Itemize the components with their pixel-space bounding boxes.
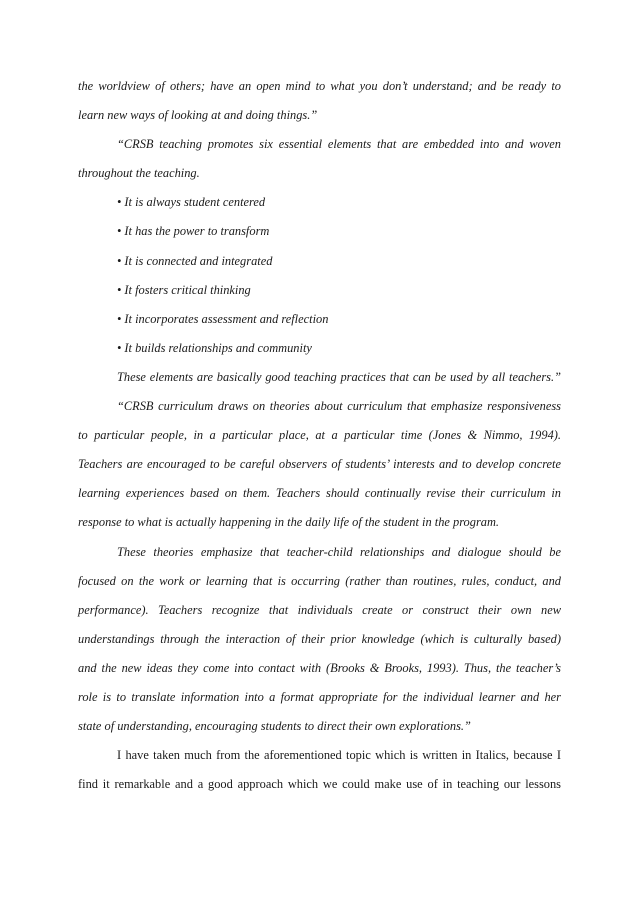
text-line: “CRSB teaching promotes six essential elements that are embedded into and woven bbox=[117, 137, 561, 152]
text-line: to particular people, in a particular place, at a particular time (Jones & Nimmo, 1994). bbox=[78, 428, 561, 443]
text-line: • It is connected and integrated bbox=[117, 253, 273, 268]
text-line: • It builds relationships and community bbox=[117, 340, 312, 355]
text-line: and the new ideas they come into contact with (Brooks & Brooks, 1993). Thus, the teacher’s bbox=[78, 660, 561, 675]
document-body-text bbox=[78, 72, 561, 799]
text-line: These elements are basically good teaching practices that can be used by all teachers.” bbox=[117, 369, 561, 384]
text-line: state of understanding, encouraging students to direct their own explorations.” bbox=[78, 719, 471, 734]
text-line: • It incorporates assessment and reflection bbox=[117, 311, 329, 326]
text-line: focused on the work or learning that is occurring (rather than routines, rules, conduct, and bbox=[78, 573, 561, 588]
text-line: These theories emphasize that teacher-child relationships and dialogue should be bbox=[117, 544, 561, 559]
text-line: find it remarkable and a good approach which we could make use of in teaching our lessons bbox=[78, 777, 561, 792]
text-line: • It has the power to transform bbox=[117, 224, 270, 239]
text-line: I have taken much from the aforementioned topic which is written in Italics, because I bbox=[117, 748, 561, 763]
text-line: throughout the teaching. bbox=[78, 166, 200, 181]
text-line: • It is always student centered bbox=[117, 195, 266, 210]
text-line: role is to translate information into a format appropriate for the individual learner and her bbox=[78, 689, 561, 704]
text-line: learn new ways of looking at and doing things.” bbox=[78, 108, 318, 123]
text-line: • It fosters critical thinking bbox=[117, 282, 251, 297]
text-line: performance). Teachers recognize that individuals create or construct their own new bbox=[78, 602, 561, 617]
text-line: learning experiences based on them. Teachers should continually revise their curriculum in bbox=[78, 486, 561, 501]
text-line: response to what is actually happening in the daily life of the student in the program. bbox=[78, 515, 500, 530]
text-line: Teachers are encouraged to be careful observers of students’ interests and to develop concrete bbox=[78, 457, 561, 472]
text-line: “CRSB curriculum draws on theories about curriculum that emphasize responsiveness bbox=[117, 399, 561, 414]
text-line: the worldview of others; have an open mind to what you don’t understand; and be ready to bbox=[78, 79, 561, 93]
text-line: understandings through the interaction of their prior knowledge (which is culturally based) bbox=[78, 631, 561, 646]
